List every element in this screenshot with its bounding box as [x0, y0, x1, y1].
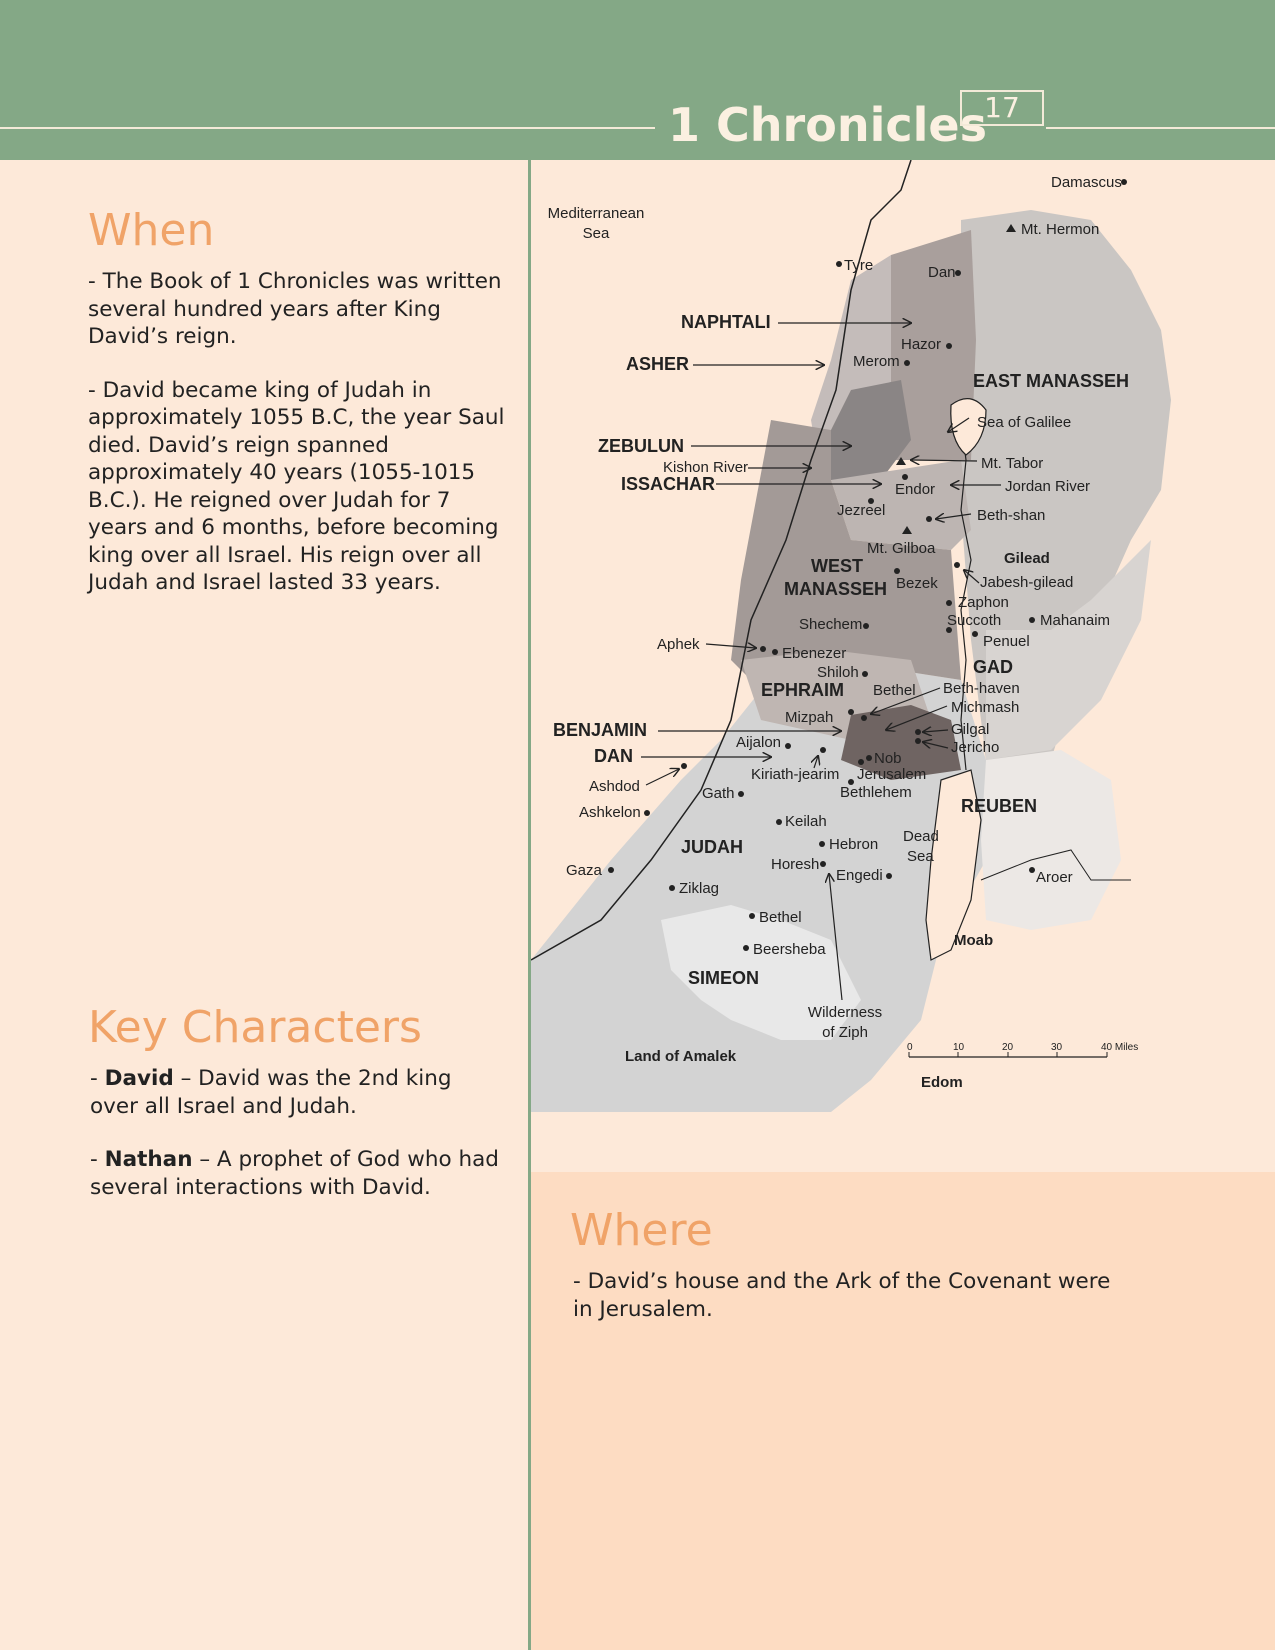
region-label-edom: Edom: [921, 1074, 963, 1091]
place-label: Bethlehem: [840, 784, 912, 801]
place-label: Aroer: [1036, 869, 1073, 886]
place-label: Succoth: [947, 612, 1002, 629]
place-label: Mt. Hermon: [1021, 221, 1100, 238]
place-label: Horesh: [771, 856, 820, 873]
place-label: Wilderness: [807, 1004, 883, 1021]
sea-label: Mediterranean: [547, 205, 645, 222]
tribe-label-naphtali: NAPHTALI: [681, 312, 771, 332]
place-label: Jezreel: [837, 502, 886, 519]
character-item: [90, 1146, 500, 1201]
region-label-moab: Moab: [954, 932, 994, 949]
tribe-label-dan: DAN: [594, 746, 633, 766]
when-heading: When: [88, 205, 215, 256]
character-separator: –: [192, 1147, 217, 1172]
character-name: David: [104, 1066, 174, 1091]
tribe-label-asher: ASHER: [626, 354, 690, 374]
character-item: [90, 1065, 500, 1120]
page-header: [0, 0, 1275, 160]
page-number: 17: [960, 90, 1044, 126]
character-name: Nathan: [104, 1147, 193, 1172]
place-label: Beth-haven: [943, 680, 1020, 697]
place-label: Hazor: [901, 336, 942, 353]
place-label: Sea of Galilee: [977, 414, 1072, 431]
page-title: 1 Chronicles: [668, 98, 987, 152]
place-label: Jerusalem: [857, 766, 927, 783]
scale-tick: 20: [1002, 1042, 1014, 1053]
tribe-label-gad: GAD: [973, 657, 1013, 677]
scale-tick: 30: [1051, 1042, 1063, 1053]
place-label: Tyre: [844, 257, 874, 274]
scale-tick: 0: [907, 1042, 913, 1053]
place-label: Beth-shan: [977, 507, 1046, 524]
tribe-label-judah: JUDAH: [681, 837, 744, 857]
tribe-label-east-manasseh: EAST MANASSEH: [973, 371, 1130, 391]
character-prefix: -: [90, 1066, 105, 1091]
place-label: Merom: [853, 353, 900, 370]
tribe-label-reuben: REUBEN: [961, 796, 1038, 816]
place-label: Shechem: [799, 616, 863, 633]
place-label: Dan: [928, 264, 956, 281]
character-prefix: -: [90, 1147, 105, 1172]
header-rule-left: [0, 127, 655, 129]
where-body: - David’s house and the Ark of the Covenant were in Jerusalem.: [573, 1269, 1111, 1322]
place-label: Damascus: [1051, 174, 1122, 191]
tribe-label-ephraim: EPHRAIM: [761, 680, 845, 700]
place-label: of Ziph: [822, 1024, 868, 1041]
place-label: Nob: [874, 750, 902, 767]
scale-tick: 10: [953, 1042, 965, 1053]
place-label: Gaza: [566, 862, 602, 879]
place-label: Ebenezer: [782, 645, 847, 662]
where-heading: Where: [570, 1205, 713, 1256]
place-label: Bethel: [873, 682, 916, 699]
place-label: Kishon River: [663, 459, 749, 476]
place-label: Engedi: [836, 867, 883, 884]
character-description: A prophet of God who had several interactions with David.: [90, 1147, 499, 1200]
place-label: Penuel: [983, 633, 1030, 650]
place-label: Mt. Tabor: [981, 455, 1044, 472]
when-body: [88, 268, 508, 623]
place-label: Beersheba: [753, 941, 826, 958]
place-label: Bezek: [896, 575, 938, 592]
tribe-label-west: WEST: [811, 556, 863, 576]
place-label: Zaphon: [958, 594, 1009, 611]
place-label: Gath: [702, 785, 735, 802]
sea-label: Sea: [582, 225, 610, 242]
when-paragraph: - The Book of 1 Chronicles was written several hundred years after King David’s reign.: [88, 269, 502, 349]
tribe-label-simeon: SIMEON: [688, 968, 760, 988]
place-label: Ashkelon: [579, 804, 641, 821]
place-label: Shiloh: [817, 664, 859, 681]
place-label: Mt. Gilboa: [867, 540, 936, 557]
tribe-label-zebulun: ZEBULUN: [598, 436, 684, 456]
reuben-region: [981, 750, 1121, 930]
place-label: Michmash: [951, 699, 1020, 716]
place-label: Jericho: [951, 739, 1000, 756]
header-rule-right: [1046, 127, 1275, 129]
tribe-label-issachar: ISSACHAR: [621, 474, 716, 494]
map-scale: [907, 1042, 1138, 1057]
place-label: Jordan River: [1005, 478, 1091, 495]
region-label-amalek: Land of Amalek: [625, 1048, 737, 1065]
when-paragraph: - David became king of Judah in approximately 1055 B.C, the year Saul died. David’s reign spanned approximately 40 years (1055-1015 B.C.). He reigned over Judah for 7 years and 6 months, before becoming king over all Israel. His reign over all Judah and Israel lasted 33 years.: [88, 377, 505, 595]
map-of-israel: [531, 160, 1221, 1172]
place-label: Dead: [903, 828, 939, 845]
place-label: Ashdod: [589, 778, 640, 795]
place-label: Mizpah: [785, 709, 834, 726]
tribe-label-benjamin: BENJAMIN: [553, 720, 648, 740]
place-label: Gilgal: [951, 721, 990, 738]
key-characters-list: [90, 1065, 500, 1227]
place-label: Sea: [907, 848, 934, 865]
place-label: Bethel: [759, 909, 802, 926]
place-label: Aphek: [657, 636, 700, 653]
character-separator: –: [173, 1066, 199, 1091]
region-label-gilead: Gilead: [1004, 550, 1050, 567]
place-label: Kiriath-jearim: [751, 766, 840, 783]
place-label: Aijalon: [736, 734, 782, 751]
place-label: Endor: [895, 481, 936, 498]
key-characters-heading: Key Characters: [88, 1002, 422, 1053]
tribe-label-manasseh: MANASSEH: [784, 579, 888, 599]
place-label: Jabesh-gilead: [980, 574, 1074, 591]
place-label: Hebron: [829, 836, 879, 853]
place-label: Keilah: [785, 813, 827, 830]
scale-tick: 40 Miles: [1101, 1042, 1139, 1053]
place-label: Mahanaim: [1040, 612, 1111, 629]
character-description: David was the 2nd king over all Israel and Judah.: [90, 1066, 452, 1119]
place-label: Ziklag: [679, 880, 720, 897]
